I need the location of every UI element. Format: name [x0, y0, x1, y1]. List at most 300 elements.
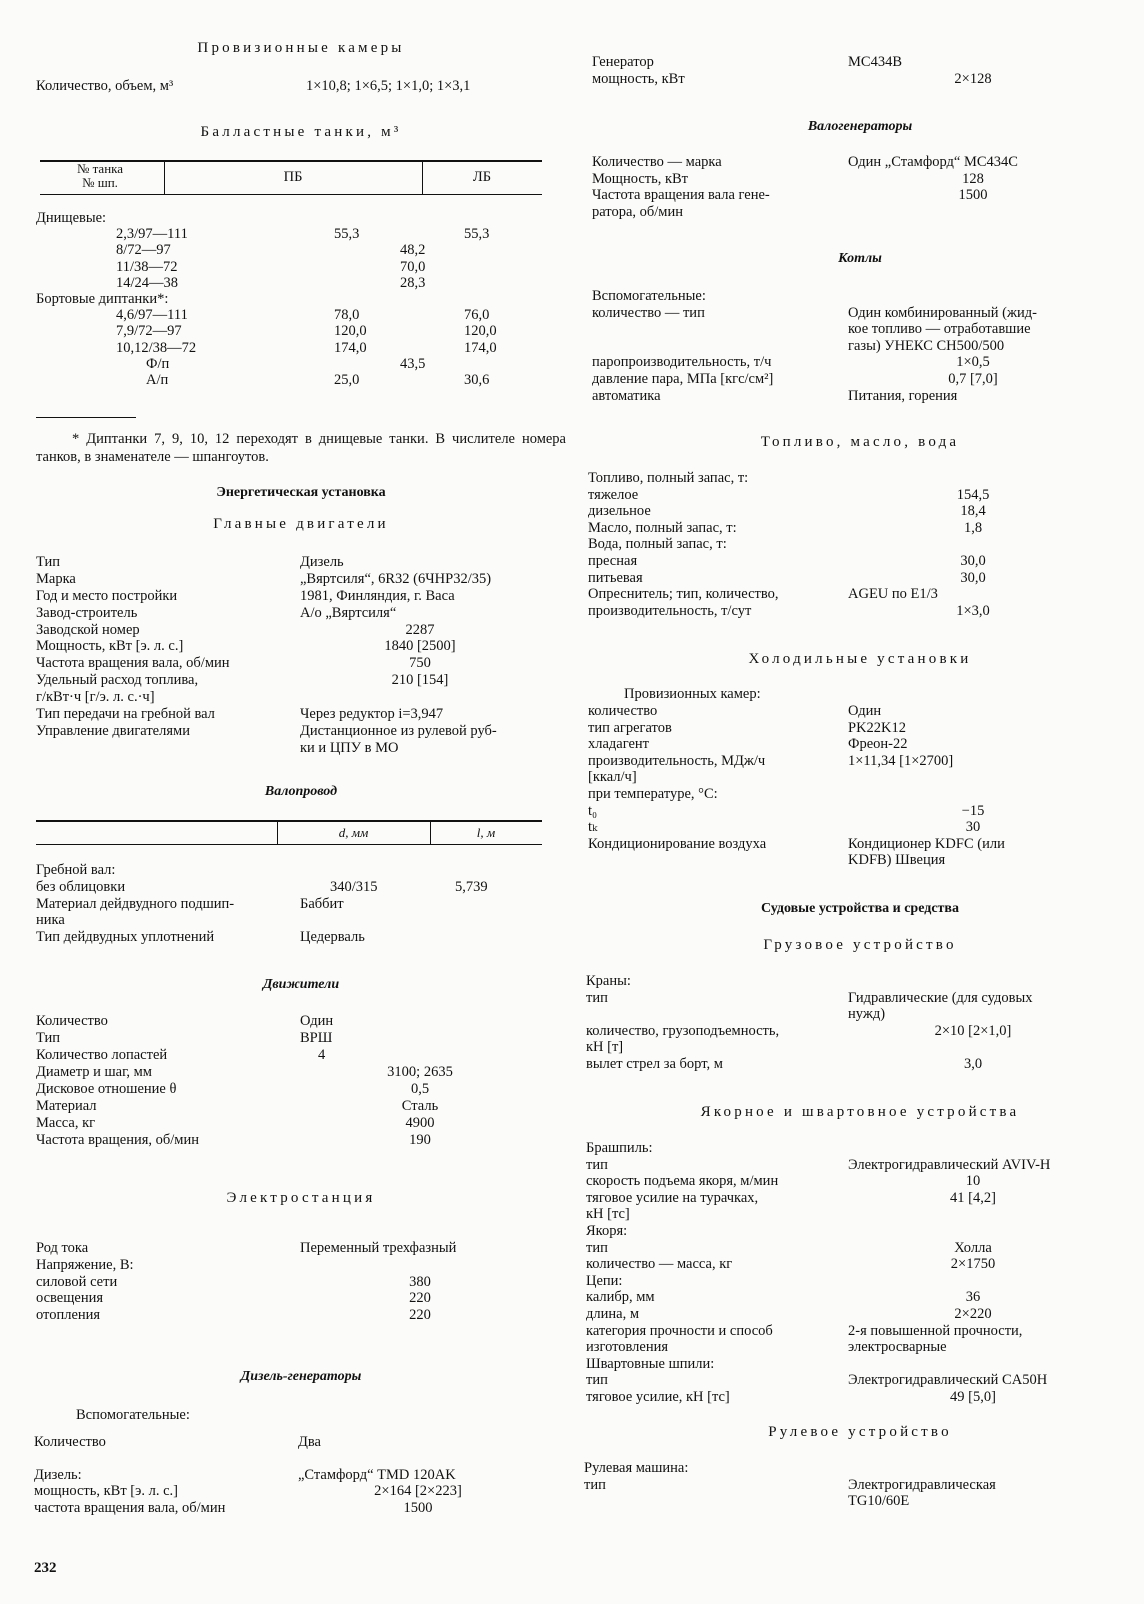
shaft-d-value: Баббит [300, 895, 344, 912]
refr-row-label: Кондиционирование воздуха [588, 835, 767, 852]
elec-row [36, 1257, 566, 1274]
cargo-title: Грузовое устройство [763, 937, 957, 953]
fuel-row-label: питьевая [588, 569, 643, 586]
energy-title: Энергетическая установка [216, 485, 386, 500]
refr-row-value: 1×11,34 [1×2700] [848, 752, 954, 769]
elec-row-label: Напряжение, В: [36, 1256, 134, 1273]
cargo-row-value: Гидравлические (для судовых [848, 989, 1033, 1006]
dg-row [34, 1467, 566, 1483]
anchor-row [586, 1306, 1122, 1323]
refr-row-value: Кондиционер KDFC (или [848, 835, 1005, 852]
anchor-row [586, 1157, 1122, 1174]
boiler-row [592, 288, 1122, 305]
elec-title: Электростанция [226, 1190, 376, 1206]
footnote: * Диптанки 7, 9, 10, 12 переходят в днищевые танки. В числителе номера танков, в знаменателе — шпангоутов. [36, 431, 566, 465]
engine-row-value: „Вяртсиля“, 6R32 (6ЧНР32/35) [300, 570, 492, 587]
anchor-row [586, 1339, 1122, 1356]
dg-body [34, 1434, 566, 1516]
shaftgen-title: Валогенераторы [807, 119, 913, 134]
ballast-row-label: 11/38—72 [116, 258, 178, 275]
shaft-d-value: 340/315 [330, 878, 378, 895]
ballast-lb-value: 30,6 [464, 371, 490, 388]
ballast-row-label: 7,9/72—97 [116, 323, 182, 340]
gen-row-label: мощность, кВт [592, 70, 685, 87]
cargo-body [586, 973, 1122, 1073]
boilers-title: Котлы [838, 251, 882, 266]
ballast-row [36, 372, 566, 388]
ballast-title: Балластные танки, м³ [200, 124, 402, 140]
anchor-row-label: калибр, мм [586, 1289, 655, 1306]
prop-row [36, 1098, 566, 1115]
page-number: 232 [34, 1560, 57, 1576]
engine-row-value: ки и ЦПУ в МО [300, 739, 399, 756]
anchor-row-value: электросварные [848, 1339, 947, 1356]
refr-row-label: tₖ [588, 819, 598, 836]
dg-row-value: „Стамфорд“ TMD 120AK [298, 1466, 456, 1483]
engines-body [36, 554, 566, 757]
fuel-row-label: Масло, полный запас, т: [588, 519, 737, 536]
elec-row-label: отопления [36, 1307, 101, 1324]
engine-row [36, 554, 566, 571]
ballast-col-tank: № танка [76, 161, 124, 176]
boilers-body [592, 288, 1122, 404]
elec-row-label: силовой сети [36, 1273, 118, 1290]
ballast-pb-value: 174,0 [334, 339, 367, 356]
anchor-row-label: количество — масса, кг [586, 1256, 733, 1273]
engine-row [36, 588, 566, 605]
shaft-row-label: Материал дейдвудного подшип- [36, 895, 235, 912]
engine-row-label: г/кВт·ч [г/э. л. с.·ч] [36, 689, 155, 706]
refr-row-label: [ккал/ч] [588, 769, 637, 786]
engine-row-value: Через редуктор i=3,947 [300, 706, 444, 723]
prop-row-label: Частота вращения, об/мин [36, 1132, 199, 1148]
refr-row-label: хладагент [588, 736, 650, 753]
prop-row-label: Масса, кг [36, 1115, 96, 1131]
fuel-body [588, 470, 1122, 619]
shaft-col-d: d, мм [338, 825, 369, 840]
ballast-row [36, 275, 566, 291]
steer-row [584, 1477, 1122, 1494]
anchor-row [586, 1356, 1122, 1373]
cargo-row [586, 990, 1122, 1007]
anchor-row-value: Холла [954, 1239, 992, 1256]
cargo-row [586, 1006, 1122, 1023]
prop-row-value: 0,5 [410, 1081, 430, 1097]
dg-row [34, 1483, 566, 1499]
ballast-row [36, 242, 566, 258]
anchor-row [586, 1289, 1122, 1306]
gen-row-label: Генератор [592, 54, 654, 70]
shaftgen-row [592, 204, 1122, 221]
shaft-col-l: l, м [476, 825, 496, 840]
elec-row-value: 220 [409, 1290, 431, 1307]
ballast-row-label: Ф/п [146, 355, 170, 372]
shaft-l-value: 5,739 [455, 878, 488, 895]
ballast-lb-value: 174,0 [464, 339, 497, 356]
fuel-row [588, 603, 1122, 620]
prop-row [36, 1030, 566, 1047]
engines-title: Главные двигатели [213, 516, 389, 532]
engine-row-label: Тип передачи на гребной вал [36, 706, 215, 723]
fuel-row-value: 18,4 [960, 503, 986, 520]
gen-row-value: 2×128 [954, 70, 992, 87]
shaft-row [36, 879, 566, 896]
ballast-col-pb: ПБ [283, 169, 303, 185]
refr-row [588, 852, 1122, 869]
engine-row-label: Марка [36, 570, 76, 587]
shaftgen-row [592, 171, 1122, 188]
anchor-row-value: 2×1750 [950, 1256, 996, 1273]
shaftgen-row [592, 187, 1122, 204]
refr-row-label: тип агрегатов [588, 719, 672, 736]
anchor-row [586, 1273, 1122, 1290]
fuel-row [588, 487, 1122, 504]
ballast-row [36, 259, 566, 275]
prop-row-label: Количество [36, 1013, 108, 1029]
shaftgen-row-value: Один „Стамфорд“ MC434C [848, 154, 1018, 170]
elec-body [36, 1240, 566, 1324]
elec-row-label: освещения [36, 1290, 104, 1307]
ballast-col-frame: № шп. [82, 175, 118, 190]
engine-row-value: 750 [409, 655, 431, 672]
ballast-pb-value: 55,3 [334, 226, 360, 243]
refr-row [588, 703, 1122, 720]
dg-row [34, 1434, 566, 1450]
ballast-pb-value: 120,0 [334, 323, 367, 340]
prop-row-value: ВРШ [300, 1030, 333, 1046]
fuel-row-label: производительность, т/сут [588, 602, 752, 619]
engine-row-label: Год и место постройки [36, 587, 178, 604]
refr-row [588, 736, 1122, 753]
prop-row [36, 1081, 566, 1098]
engine-row [36, 622, 566, 639]
prop-row-label: Материал [36, 1098, 97, 1114]
ballast-row-label: 8/72—97 [116, 242, 171, 259]
engine-row-label: Тип [36, 554, 61, 570]
engine-row-label: Мощность, кВт [э. л. с.] [36, 638, 184, 655]
ballast-table-body [36, 210, 566, 388]
boiler-row [592, 371, 1122, 388]
prop-row [36, 1132, 566, 1149]
cargo-row-value: 2×10 [2×1,0] [934, 1022, 1012, 1039]
props-body [36, 1013, 566, 1149]
ballast-row [36, 210, 566, 226]
ballast-row-label: 2,3/97—111 [116, 226, 188, 243]
refr-subtitle: Провизионных камер: [624, 686, 761, 702]
refr-row [588, 786, 1122, 803]
elec-row [36, 1307, 566, 1324]
ballast-row-label: А/п [146, 371, 169, 388]
boiler-row [592, 338, 1122, 355]
steer-row-value: Электрогидравлическая [848, 1476, 996, 1493]
shaftgen-row-label: Частота вращения вала гене- [592, 187, 770, 203]
prop-row-label: Диаметр и шаг, мм [36, 1064, 152, 1080]
ballast-table-head [36, 160, 566, 200]
steer-row [584, 1493, 1122, 1510]
props-title: Движители [262, 977, 340, 992]
shaft-body [36, 862, 566, 946]
boiler-row-value: 0,7 [7,0] [948, 370, 998, 387]
boiler-row-value: газы) УНЕКС СН500/500 [848, 337, 1005, 354]
refr-row [588, 769, 1122, 786]
refr-row [588, 819, 1122, 836]
cargo-row-value: 3,0 [963, 1055, 983, 1072]
ballast-row [36, 307, 566, 323]
dg-row-label: Количество [34, 1434, 106, 1450]
refr-row [588, 753, 1122, 770]
dg-subtitle: Вспомогательные: [76, 1407, 190, 1423]
prov-row [36, 78, 566, 95]
refr-row-label: количество [588, 703, 658, 719]
boiler-row-value: Питания, горения [848, 387, 958, 404]
boiler-row-value: кое топливо — отработавшие [848, 321, 1031, 338]
fuel-row-value: AGEU по E1/3 [848, 586, 938, 603]
engine-row-label: Удельный расход топлива, [36, 672, 199, 689]
ballast-lb-value: 55,3 [464, 226, 490, 243]
ballast-row [36, 340, 566, 356]
shaft-table-head [36, 820, 566, 850]
prop-row [36, 1047, 566, 1064]
shaft-row-label: Тип дейдвудных уплотнений [36, 929, 215, 946]
anchor-row-label: тип [586, 1372, 608, 1389]
fuel-row [588, 520, 1122, 537]
anchor-row-value: 41 [4,2] [950, 1189, 996, 1206]
elec-row [36, 1274, 566, 1291]
shaft-row [36, 862, 566, 879]
engine-row-value: Дизель [300, 554, 344, 570]
dg-row-label: мощность, кВт [э. л. с.] [34, 1483, 178, 1500]
prov-title: Провизионные камеры [197, 40, 405, 56]
dg-row-label: частота вращения вала, об/мин [34, 1499, 226, 1516]
engine-row [36, 638, 566, 655]
elec-row-value: Переменный трехфазный [300, 1240, 457, 1256]
anchor-row [586, 1223, 1122, 1240]
engine-row [36, 655, 566, 672]
fuel-row [588, 470, 1122, 487]
anchor-row [586, 1389, 1122, 1406]
cargo-row [586, 1023, 1122, 1040]
engine-row-label: Частота вращения вала, об/мин [36, 655, 230, 672]
engine-row-label: Заводской номер [36, 621, 140, 638]
fuel-row-label: тяжелое [588, 486, 639, 503]
anchor-row-value: 2-я повышенной прочности, [848, 1322, 1023, 1339]
cargo-row-label: Краны: [586, 973, 631, 989]
anchor-row-label: изготовления [586, 1339, 669, 1356]
gen-row [592, 71, 1122, 88]
steer-title: Рулевое устройство [768, 1424, 952, 1440]
fuel-row-label: Вода, полный запас, т: [588, 536, 727, 553]
engine-row-value: 1981, Финляндия, г. Васа [300, 587, 455, 604]
engine-row [36, 723, 566, 740]
fuel-row-label: пресная [588, 552, 638, 569]
shaft-row [36, 929, 566, 946]
ballast-row [36, 291, 566, 307]
cargo-row [586, 973, 1122, 990]
anchor-row-label: Цепи: [586, 1272, 623, 1289]
boiler-row-label: автоматика [592, 387, 661, 404]
anchor-row-label: Брашпиль: [586, 1140, 653, 1156]
boiler-row-value: Один комбинированный (жид- [848, 304, 1037, 321]
dg-row-value: 1500 [403, 1499, 433, 1516]
ballast-pb-value: 25,0 [334, 371, 360, 388]
shaftgen-row-value: 1500 [958, 187, 988, 203]
engine-row-value: 2287 [405, 621, 435, 638]
ballast-row-label: 4,6/97—111 [116, 307, 188, 324]
anchor-row-label: тяговое усилие, кН [тс] [586, 1388, 730, 1405]
ballast-mid-value: 48,2 [400, 242, 426, 259]
prop-row [36, 1064, 566, 1081]
ballast-bottom-rule [40, 194, 542, 195]
boiler-row-label: давление пара, МПа [кгс/см²] [592, 370, 774, 387]
anchor-row-value: Электрогидравлический CA50H [848, 1372, 1048, 1389]
anchor-row-label: скорость подъема якоря, м/мин [586, 1173, 779, 1190]
anchor-row-label: Якоря: [586, 1222, 628, 1239]
engine-row-label: Управление двигателями [36, 722, 190, 739]
ballast-lb-value: 76,0 [464, 307, 490, 324]
refr-row [588, 803, 1122, 820]
elec-row [36, 1240, 566, 1257]
ship-title: Судовые устройства и средства [761, 901, 959, 916]
elec-row-value: 380 [409, 1273, 431, 1290]
ballast-mid-value: 28,3 [400, 274, 426, 291]
anchor-row-label: Швартовные шпили: [586, 1355, 715, 1372]
anchor-row [586, 1323, 1122, 1340]
gen-row-value: MC434B [848, 54, 902, 70]
gen-row [592, 54, 1122, 71]
anchor-row [586, 1140, 1122, 1157]
cargo-row-label: кН [т] [586, 1039, 624, 1056]
engine-row-value: А/о „Вяртсиля“ [300, 604, 397, 621]
anchor-row-value: Электрогидравлический AVIV-H [848, 1156, 1051, 1173]
engine-row [36, 672, 566, 689]
shaft-row [36, 896, 566, 913]
engine-row-value: 210 [154] [391, 672, 449, 689]
elec-row-label: Род тока [36, 1240, 89, 1256]
anchor-row [586, 1190, 1122, 1207]
anchor-row-label: тяговое усилие на турачках, [586, 1189, 759, 1206]
dg-row [34, 1500, 566, 1516]
shaft-row [36, 912, 566, 929]
anchor-row-label: длина, м [586, 1305, 639, 1322]
fuel-row-value: 154,5 [956, 486, 990, 503]
anchor-row [586, 1256, 1122, 1273]
shaft-bottom-rule [36, 844, 542, 845]
anchor-body [586, 1140, 1122, 1406]
dg-row-label: Дизель: [34, 1466, 82, 1483]
shaft-d-value: Цедерваль [300, 929, 365, 946]
cargo-row-label: тип [586, 989, 608, 1006]
anchor-row [586, 1240, 1122, 1257]
steer-row-label: тип [584, 1476, 606, 1493]
ballast-row [36, 323, 566, 339]
anchor-row [586, 1206, 1122, 1223]
engine-row-value: Дистанционное из рулевой руб- [300, 722, 497, 739]
cargo-row [586, 1056, 1122, 1073]
anchor-row-label: категория прочности и способ [586, 1322, 773, 1339]
refr-row-value: PK22K12 [848, 719, 907, 736]
shaftgen-row-label: Мощность, кВт [592, 170, 689, 187]
prop-row [36, 1115, 566, 1132]
shaftgen-row-label: Количество — марка [592, 154, 722, 170]
fuel-row [588, 570, 1122, 587]
prop-row-value: 4900 [405, 1115, 435, 1131]
anchor-row-label: тип [586, 1239, 608, 1256]
ballast-row [36, 226, 566, 242]
fuel-row-label: Топливо, полный запас, т: [588, 470, 749, 486]
anchor-row-value: 36 [965, 1289, 981, 1306]
fuel-row-value: 1×3,0 [956, 602, 990, 619]
ballast-mid-value: 43,5 [400, 355, 426, 372]
ballast-row [36, 356, 566, 372]
steer-row-value: TG10/60E [848, 1493, 910, 1510]
refr-body [588, 703, 1122, 869]
fuel-row [588, 536, 1122, 553]
refr-row [588, 836, 1122, 853]
refr-title: Холодильные установки [748, 651, 972, 667]
anchor-row-value: 2×220 [954, 1305, 992, 1322]
shaftgen-row [592, 154, 1122, 171]
ballast-lb-value: 120,0 [464, 323, 497, 340]
engine-row-value: 1840 [2500] [384, 638, 456, 655]
engine-row-label: Завод-строитель [36, 604, 138, 621]
ballast-row-label: 10,12/38—72 [116, 339, 197, 356]
shaftgen-row-label: ратора, об/мин [592, 203, 683, 220]
engine-row [36, 605, 566, 622]
boiler-row [592, 305, 1122, 322]
cargo-row [586, 1039, 1122, 1056]
prop-row-label: Тип [36, 1030, 61, 1046]
dg-row-value: 2×164 [2×223] [374, 1483, 462, 1500]
boiler-row [592, 388, 1122, 405]
fuel-row [588, 586, 1122, 603]
refr-row-label: t₀ [588, 802, 598, 819]
refr-row-label: при температуре, °С: [588, 785, 718, 802]
prop-row-value: Один [300, 1013, 334, 1029]
fuel-row [588, 553, 1122, 570]
fuel-row-label: Опреснитель; тип, количество, [588, 586, 779, 603]
refr-row-value: Один [848, 703, 882, 719]
fuel-row-value: 30,0 [960, 552, 986, 569]
shaft-title: Валопровод [264, 784, 338, 799]
ballast-col-lb: ЛБ [472, 169, 492, 185]
footnote-rule [36, 417, 136, 418]
prop-row-value: Сталь [401, 1098, 439, 1114]
cargo-row-label: вылет стрел за борт, м [586, 1055, 723, 1072]
prop-row [36, 1013, 566, 1030]
shaft-row-label: без облицовки [36, 878, 126, 895]
ballast-pb-value: 78,0 [334, 307, 360, 324]
steer-body [584, 1460, 1122, 1510]
refr-row [588, 720, 1122, 737]
refr-row-value: Фреон-22 [848, 736, 908, 753]
refr-row-value: KDFB) Швеция [848, 852, 946, 869]
anchor-row [586, 1372, 1122, 1389]
fuel-row-value: 30,0 [960, 569, 986, 586]
shaft-top-rule [36, 820, 542, 822]
fuel-row [588, 503, 1122, 520]
anchor-row-value: 10 [965, 1173, 981, 1190]
ballast-row-label: 14/24—38 [116, 274, 179, 291]
prov-label: Количество, объем, м³ [36, 78, 174, 94]
generator-body [592, 54, 1122, 87]
elec-row-value: 220 [409, 1307, 431, 1324]
anchor-row-label: тип [586, 1156, 608, 1173]
prop-row-label: Количество лопастей [36, 1047, 168, 1063]
elec-row [36, 1290, 566, 1307]
shaftgen-body [592, 154, 1122, 220]
ballast-row-label: Бортовые диптанки*: [36, 290, 169, 307]
boiler-row-label: количество — тип [592, 304, 705, 321]
